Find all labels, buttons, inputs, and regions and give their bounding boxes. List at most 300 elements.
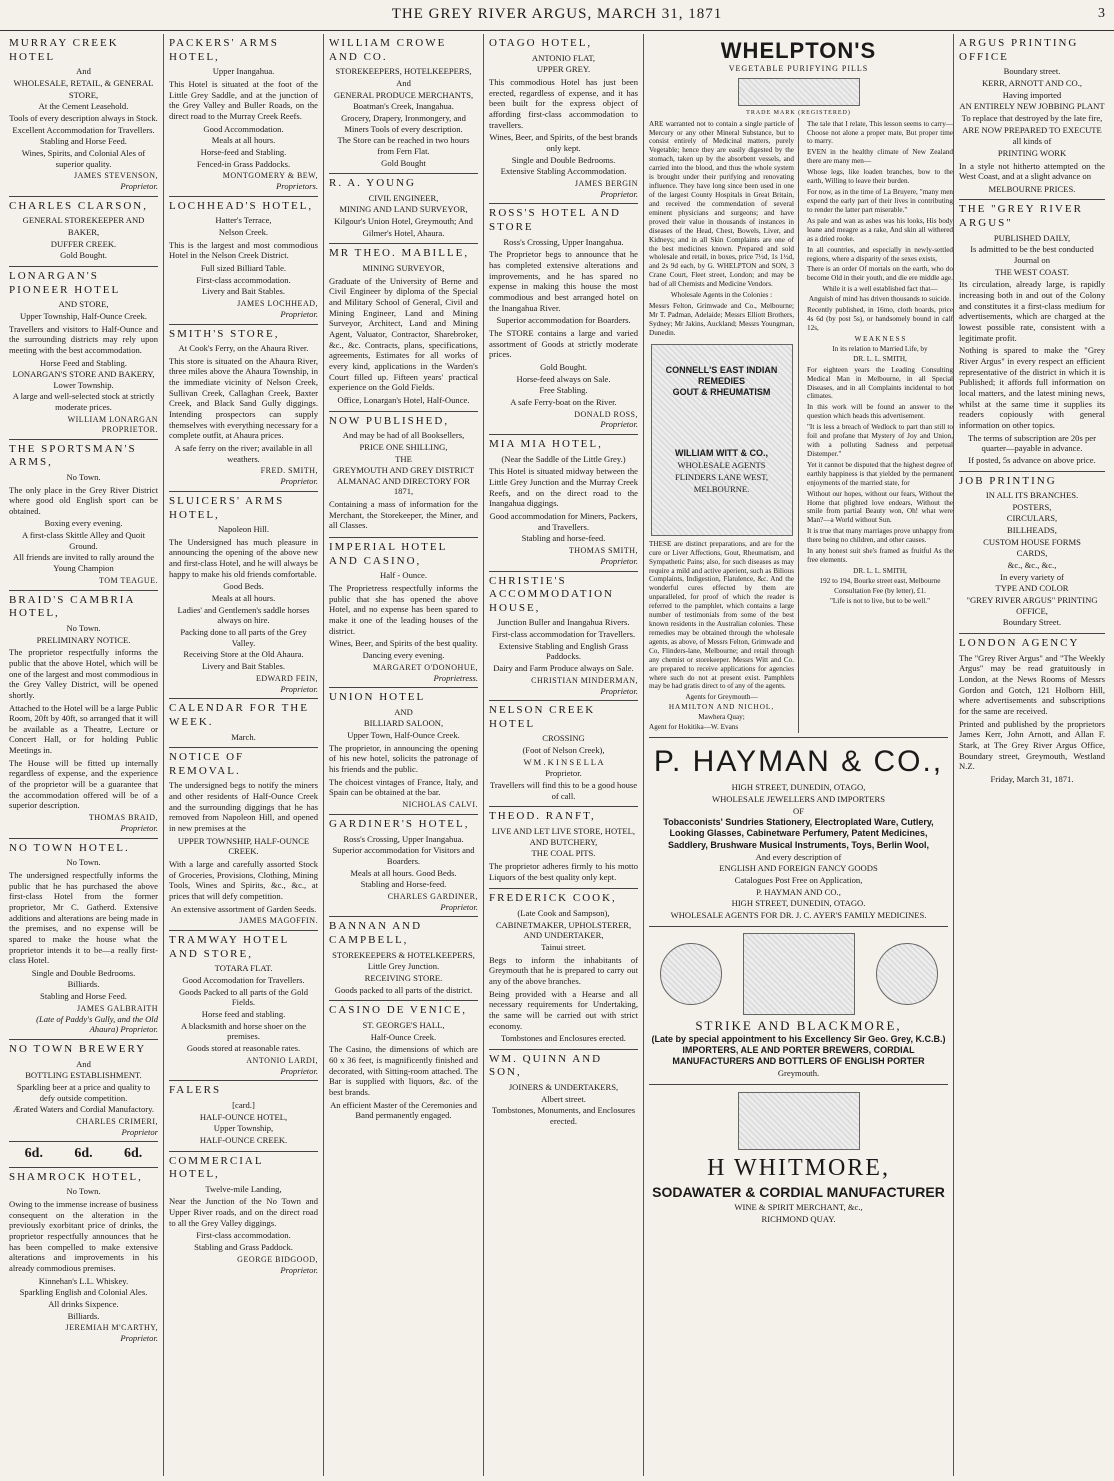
ad-line: The proprietor adheres firmly to his motto Liquors of the best quality only kept. [489, 861, 638, 882]
connell-agents: Agents for Greymouth— [685, 693, 758, 702]
ad-line: And [76, 66, 91, 77]
ad-line: Boundary street. [1003, 66, 1061, 77]
ad-line: Upper Township, [213, 1123, 274, 1134]
ad-line: ANTONIO FLAT, [531, 52, 596, 63]
ad-title: MURRAY CREEK HOTEL [9, 37, 119, 63]
ad-line: &c., &c., &c., [1007, 560, 1057, 571]
brewery-machine-image [743, 933, 855, 1015]
ad-line: CROSSING [542, 733, 585, 744]
ad-signature-sub: Proprietor. [120, 1333, 158, 1344]
col1-ad-7 [9, 1142, 158, 1167]
ad-line: Goods packed to all parts of the district. [334, 984, 473, 995]
ad-line: Livery and Bait Stables. [201, 661, 286, 672]
masthead [0, 6, 1114, 31]
ad-line: BAKER, [67, 227, 100, 237]
ad-line: The only place in the Grey River District where good old English sport can be obtained. [9, 484, 158, 516]
ad-line: The Proprietor begs to announce that he has completed extensive alterations and improvements, and he has spared no expense in making this house the most commodious and best arranged hotel on the Inangahua River. [489, 249, 638, 313]
ad-title: CHARLES CLARSON, [9, 199, 148, 212]
whelpton-trademark: TRADE MARK (REGISTERED) [746, 110, 851, 117]
connell-body: THESE are distinct preparations, and are for the cure or Liver Affections, Gout, Rheumatism, and Sympathetic Pains; also, for such diseases as may require a mild and active aperient, such as Bilious Complaints, Indigestion, Flatulence, &c. And the wonderful cures effected by them are unparalleled, for proof of which the reader is referred to the pamphlet, which contains a large number of testimonials from some of the best known residents in the Australian colonies. These remedies may be obtained through the wholesale agents, as above, of Messrs Felton, Grimwade and Co, Flinders-lane, Melbourne; and retail through any chemist or storekeeper. Messrs Witt and Co. are prepared to receive applications for agencies where such do not at present exist. Pamphlets may be had gratis direct to of any of the agents. [649, 539, 794, 691]
ad-signature-sub: Proprietor. [280, 308, 318, 319]
ad-line: Having imported [1002, 89, 1062, 100]
connell-melbourne: MELBOURNE. [693, 483, 750, 494]
ad-line: Receiving Store at the Old Ahaura. [183, 649, 304, 660]
col2-ad-0 [169, 34, 318, 197]
ad-title: JOB PRINTING [959, 474, 1057, 487]
ad-title: THE SPORTSMAN'S ARMS, [9, 442, 137, 469]
ad-line: And [76, 1058, 91, 1069]
hayman-ad [649, 738, 948, 927]
ad-signature-sub: Proprietor. [440, 901, 478, 912]
ad-line: Superior accommodation for Visitors and Boarders. [332, 845, 475, 866]
connell-title: CONNELL'S EAST INDIAN REMEDIES [665, 364, 778, 386]
ad-line: Fenced-in Grass Paddocks. [196, 158, 291, 169]
medal-left-image [660, 943, 722, 1005]
ad-line: The Undersigned has much pleasure in announcing the opening of the above new and first-class Hotel, and he will always be happy to make his old friends comfortable. [169, 536, 318, 579]
ad-line: Tombstones and Enclosures erected. [501, 1033, 626, 1044]
ad-line: Hatter's Terrace, [215, 215, 272, 226]
weakness-line: There is an order Of mortals on the earth, who do become Old in their youth, and die ere middle age. [807, 265, 953, 283]
ad-line: MINING AND LAND SURVEYOR, [339, 204, 468, 215]
ad-line: An efficient Master of the Ceremonies and Band permanently engaged. [330, 1099, 477, 1121]
ad-line: Containing a mass of information for the Merchant, the Storekeeper, the Miner, and all Classes. [329, 499, 478, 531]
ad-line: BILLHEADS, [1007, 525, 1057, 536]
medals-row [649, 930, 948, 1018]
price-1: 6d. [74, 1146, 93, 1162]
ad-line: Half-Ounce Creek. [370, 1031, 437, 1042]
ad-line: This store is situated on the Ahaura River, three miles above the Ahaura Township, in the immediate vicinity of Nelson Creek, Sullivan Creek, Callaghan Creek, Baxter Creek, and Black Sand Gully diggings. Intending prospectors can supply themselves with everything necessary for a complete outfit, at Ahaura prices. [169, 355, 318, 441]
ad-line: Packing done to all parts of the Grey Valley. [180, 627, 307, 648]
col4-ad-3 [489, 572, 638, 702]
ad-signature: DONALD ROSS, [574, 409, 638, 419]
ad-line: At Cook's Ferry, on the Ahaura River. [178, 343, 309, 354]
weakness-ad [807, 118, 954, 733]
ad-title: COMMERCIAL HOTEL, [169, 1154, 264, 1181]
ad-signature-sub: Proprietors. [276, 181, 318, 192]
ad-line: RECEIVING STORE. [364, 972, 443, 983]
ad-line: The Proprietress respectfully informs the public that she has opened the above Hotel, and no expense has been spared to make it one of the leading houses of the district. [329, 583, 478, 636]
ad-line: In every variety of [1000, 571, 1064, 582]
ad-signature: THOMAS BRAID, [88, 813, 158, 823]
whelpton-title: WHELPTON'S [720, 38, 877, 63]
ad-line: Grocery, Drapery, Ironmongery, and Miners Tools of every description. [341, 112, 466, 134]
medal-right-image [876, 943, 938, 1005]
ad-line: UPPER GREY. [536, 64, 591, 75]
ad-line: Meals at all hours. [211, 593, 276, 604]
ad-line: At the Cement Leasehold. [38, 101, 129, 112]
ad-line: Ross's Crossing, Upper Inangahua. [503, 236, 624, 247]
col3-ad-6 [329, 815, 478, 917]
ad-line: Begs to inform the inhabitants of Greymouth that he is prepared to carry out any of the above branches. [489, 954, 638, 986]
ad-line: Proprietor. [545, 768, 582, 779]
ad-line: Single and Double Bedrooms. [511, 154, 616, 165]
col4-ad-4 [489, 701, 638, 807]
ad-line: The proprietor, in announcing the opening of his new hotel, solicits the patronage of his friends and the public. [329, 742, 478, 775]
col2-ad-6 [169, 931, 318, 1081]
ad-line: Half - Ounce. [379, 570, 427, 581]
col2-ad-7 [169, 1081, 318, 1151]
ad-signature: JAMES GALBRAITH [76, 1003, 158, 1013]
ad-line: Gold Bought. [540, 361, 587, 372]
ad-line: Billiards. [67, 1310, 100, 1321]
hayman-line: HIGH STREET, DUNEDIN, OTAGO, [731, 782, 866, 793]
col4-ad-2 [489, 435, 638, 571]
ad-line: Tainui street. [541, 941, 586, 952]
ad-line: No Town. [66, 471, 101, 482]
ad-line: Wines, Beer, and Spirits, of the best brands only kept. [489, 132, 638, 153]
ad-line: STORE, [68, 89, 99, 100]
ad-line: Horse-feed always on Sale. [516, 373, 611, 384]
col3-ad-1 [329, 174, 478, 244]
ad-line: Ærated Waters and Cordial Manufactory. [12, 1104, 155, 1115]
ad-line: Stabling and Grass Paddock. [194, 1242, 293, 1253]
ad-signature-sub: Proprietor [121, 1126, 158, 1137]
ad-line: Being provided with a Hearse and all necessary requirements for Undertaking, the same will be carried out with strict economy. [489, 988, 638, 1031]
hayman-line: P. HAYMAN AND CO., [756, 886, 841, 897]
ad-title: ROSS'S HOTEL AND STORE [489, 207, 621, 234]
ad-line: Gold Bought. [60, 250, 107, 261]
ad-line: ARE NOW PREPARED TO EXECUTE [962, 124, 1102, 135]
ad-title: FALERS [169, 1084, 222, 1097]
ad-title: BANNAN AND CAMPBELL, [329, 920, 423, 947]
ad-line: Stabling and Horse Feed. [40, 991, 127, 1002]
col1-ad-2 [9, 267, 158, 440]
ad-line: Billiards. [67, 979, 100, 990]
hayman-line: ENGLISH AND FOREIGN FANCY GOODS [719, 863, 878, 874]
ad-line: KERR, ARNOTT AND CO., [981, 77, 1083, 88]
ad-signature: JAMES STEVENSON, [73, 171, 158, 181]
ad-line: The undersigned begs to notify the miners and other residents of Half-Ounce Creek and the surrounding diggings that he has removed from Napoleon Hill, and opened in new premises at the [169, 780, 318, 834]
whitmore-line: RICHMOND QUAY. [761, 1213, 836, 1224]
ad-line: (Near the Saddle of the Little Grey.) [501, 453, 626, 464]
ad-line: Office, Lonargan's Hotel, Half-Ounce. [337, 394, 470, 405]
ad-line: March. [231, 731, 256, 742]
col2-ad-1 [169, 197, 318, 325]
whitmore-ad [649, 1085, 948, 1229]
strike-blackmore-ad [649, 927, 948, 1085]
weakness-line: In all countries, and especially in newly-settled regions, where a disparity of the sexes exists, [807, 245, 953, 263]
ad-line: Napoleon Hill. [217, 524, 270, 535]
col1-ad-0 [9, 34, 158, 197]
ad-line: A large and well-selected stock at strictly moderate prices. [12, 391, 155, 413]
weakness-line: Whose legs, like loaden branches, bow to the earth, Willing to leave their burden. [807, 168, 953, 186]
ad-line: Gold Bought [381, 157, 426, 168]
ad-line: (Late Cook and Sampson), [517, 907, 610, 918]
ad-line: A blacksmith and horse shoer on the premises. [180, 1020, 307, 1042]
ad-line: PRINTING WORK [997, 147, 1067, 158]
ad-title: PACKERS' ARMS HOTEL, [169, 37, 279, 63]
ad-line: Horse Feed and Stabling. [40, 357, 127, 368]
ad-title: SHAMROCK HOTEL, [9, 1170, 143, 1183]
ad-line: Near the Junction of the No Town and Upper River roads, and on the direct road to all the Grey Valley diggings. [169, 1196, 318, 1228]
hayman-line: Tobacconists' Sundries Stationery, Electroplated Ware, Cutlery, Looking Glasses, Cabinetware Perfumery, Patent Medicines, Saddlery, Brushware Musical Instruments, Toys, Berlin Wool, [663, 817, 934, 850]
col1-ad-4 [9, 591, 158, 839]
connell-flinders: FLINDERS LANE WEST, [674, 472, 769, 483]
weakness-line: Consultation Fee (by letter), £1. [834, 586, 926, 595]
ad-line: Good Accommodation. [203, 123, 284, 134]
price-2: 6d. [123, 1146, 143, 1162]
ad-title: IMPERIAL HOTEL AND CASINO, [329, 541, 447, 567]
ad-line: No Town. [66, 1186, 101, 1197]
strike-title: STRIKE AND BLACKMORE, [695, 1017, 902, 1033]
whelpton-subcolumns [649, 118, 953, 733]
ad-line: Good accommodation for Miners, Packers, and Travellers. [489, 510, 638, 532]
connell-agents3: Mawhera Quay; [698, 713, 745, 722]
ad-line: LIVE AND LET LIVE STORE, HOTEL, AND BUTCHERY, [491, 826, 636, 847]
lion-engraving-image [738, 78, 860, 106]
ad-line: The STORE contains a large and varied assortment of Goods at strictly moderate prices. [489, 327, 638, 360]
ad-signature: GEORGE BIDGOOD, [237, 1254, 318, 1264]
ad-line: First-class accommodation. [196, 274, 291, 285]
ad-signature: EDWARD FEIN, [256, 673, 318, 683]
col1-ad-8 [9, 1168, 158, 1348]
ad-line: Its circulation, already large, is rapidly increasing both in and out of the Colony and constitutes it a first-class medium for advertisements, which are charged at the lowest possible rate, consistent with a legitimate profit. [959, 279, 1105, 343]
col3-ad-3 [329, 412, 478, 539]
ad-line: PUBLISHED DAILY, [993, 232, 1071, 243]
weakness-line: For eighteen years the Leading Consulting Medical Man in Melbourne, in all Special Diseases, and in all Complaints incidental to hot climates. [807, 365, 953, 401]
ad-line: The proprietor respectfully informs the public that the above Hotel, which will be one of the largest and most commodious in the Grey Valley District, will be opened shortly. [9, 647, 158, 700]
weakness-line: Without our hopes, without our fears, Without the Home that plighted love endears, Without the smile from partial Beauty won, Oh! what were Man?—a World without Sun. [807, 489, 953, 525]
ad-line: CARDS, [1016, 548, 1048, 559]
weakness-line: Anguish of mind has driven thousands to suicide. [808, 295, 952, 304]
connell-witt: WILLIAM WITT & CO., [675, 448, 768, 459]
ad-line: CIRCULARS, [1006, 513, 1058, 524]
ad-line: AND [394, 706, 413, 717]
weakness-line: DR. L. L. SMITH, [853, 567, 907, 576]
ad-line: All friends are invited to rally around the Young Champion [12, 552, 155, 574]
hayman-line: OF [793, 805, 804, 816]
ad-line: MINING SURVEYOR, [362, 263, 445, 274]
ad-line: And may be had of all Booksellers, [342, 430, 465, 441]
ad-signature: WILLIAM LONARGAN PROPRIETOR. [67, 414, 158, 434]
ad-line: Travellers and visitors to Half-Ounce and the surrounding districts may rely upon meeting with the best accommodation. [9, 323, 158, 355]
whitmore-title: H WHITMORE, [707, 1154, 890, 1181]
page-number: 3 [1098, 6, 1106, 21]
ad-line: Ross's Crossing, Upper Inangahua. [343, 833, 464, 844]
ad-line: Free Stabling. [539, 385, 588, 396]
col1-ad-6 [9, 1040, 158, 1142]
ad-signature: FRED. SMITH, [260, 466, 318, 476]
hayman-line: Catalogues Post Free on Application, [734, 875, 863, 886]
ad-title: THE "GREY RIVER ARGUS" [959, 203, 1083, 230]
ad-line: Twelve-mile Landing, [205, 1183, 282, 1194]
ad-line: Boatman's Creek, Inangahua. [353, 101, 454, 112]
ad-title: FREDERICK COOK, [489, 892, 617, 905]
connell-agents2: HAMILTON AND NICHOL, [668, 703, 775, 712]
ad-line: Upper Town, Half-Ounce Creek. [347, 730, 460, 741]
ad-signature-sub: Proprietor. [280, 1264, 318, 1275]
ad-line: THE WEST COAST. [995, 266, 1069, 277]
ad-line: Kinnehan's L.L. Whiskey. [38, 1275, 129, 1286]
ad-line: DUFFER CREEK. [50, 238, 117, 249]
ad-line: WHOLESALE, RETAIL, & GENERAL [13, 77, 154, 88]
ad-line: Extensive Stabling Accommodation. [500, 166, 627, 177]
col4-ad-5 [489, 807, 638, 889]
ad-title: NELSON CREEK HOTEL [489, 704, 596, 730]
ad-line: Sparkling English and Colonial Ales. [19, 1287, 148, 1298]
ad-title: LOCHHEAD'S HOTEL, [169, 199, 314, 212]
ad-signature-sub: Proprietor. [600, 419, 638, 430]
ad-title: R. A. YOUNG [329, 177, 416, 190]
ad-line: The choicest vintages of France, Italy, and Spain can be obtained at the bar. [329, 776, 478, 798]
ad-line: Horse-feed and Stabling. [200, 146, 287, 157]
ad-line: Tombstones, Monuments, and Enclosures erected. [491, 1105, 636, 1127]
ad-line: The Store can be reached in two hours from Fern Flat. [337, 135, 470, 156]
weakness-line: As pale and wan as ashes was his looks, His body leane and meagre as a rake, And skin all withered as a dried rooke. [807, 216, 953, 243]
ad-line: Dancing every evening. [362, 649, 445, 660]
ad-line: CABINETMAKER, UPHOLSTERER, AND UNDERTAKER, [495, 919, 632, 941]
weakness-line: Recently published, in 16mo, cloth boards, price 4s 6d (by post 5s), or handsomely bound in calf 12s, [807, 306, 953, 332]
weakness-line: Yet it cannot be disputed that the highest degree of earthly happiness is that yielded by the permanent enjoyments of the married state, for [807, 460, 953, 487]
ad-title: MIA MIA HOTEL, [489, 438, 603, 451]
ad-line: GENERAL STOREKEEPER AND [22, 215, 145, 226]
ad-line: Boundary Street. [1002, 617, 1062, 628]
column-2 [164, 34, 324, 1476]
column-6 [954, 34, 1110, 1476]
ad-line: An extensive assortment of Garden Seeds. [170, 903, 317, 914]
ad-title: BRAID'S CAMBRIA HOTEL, [9, 593, 135, 620]
whelpton-left [649, 118, 799, 733]
ad-line: This Hotel is situated midway between the Little Grey Junction and the Murray Creek Reefs, and on the direct road to the Inangahua diggings. [489, 466, 638, 509]
ad-line: This Hotel is situated at the foot of the Little Grey Saddle, and at the junction of the Grey Valley and Buller Roads, on the direct road to the Murray Creek Reefs. [169, 78, 318, 121]
ad-line: [card.] [232, 1099, 255, 1110]
ad-line: No Town. [66, 857, 101, 868]
ad-line: This is the largest and most commodious Hotel in the Nelson Creek District. [169, 239, 318, 261]
ad-line: STOREKEEPERS & HOTELKEEPERS, [332, 949, 475, 960]
weakness-line: "It is less a breach of Wedlock to part than still to foil and profane that Mystery of Joy and Union, with a polluting Sadness and perpetual Distemper." [807, 423, 953, 458]
ad-line: All drinks Sixpence. [48, 1299, 119, 1310]
ad-title: CHRISTIE'S ACCOMMODATION HOUSE, [489, 574, 615, 614]
ad-signature-sub: Proprietor. [600, 188, 638, 199]
col4-ad-6 [489, 889, 638, 1050]
ad-signature-sub: Proprietor. [120, 181, 158, 192]
col6-ad-0 [959, 34, 1105, 200]
ad-title: NO TOWN HOTEL. [9, 841, 130, 854]
col2-ad-5 [169, 748, 318, 931]
ad-signature: MONTGOMERY & BEW, [222, 171, 318, 181]
ad-line: AN ENTIRELY NEW JOBBING PLANT [959, 101, 1105, 112]
ad-signature: JAMES BERGIN [574, 178, 638, 188]
ad-signature: ANTONIO LARDI, [246, 1055, 318, 1065]
ad-line: Graduate of the University of Berne and Civil Engineer by diploma of the Special and Military School of General, Civil and Mining Engineer, Land and Mining Surveyor, Architect, Land and Mining Agent, Valuator, Contractor, Sharebroker, &c., &c. Contracts, plans, specifications, agreements, Estimates for all works of every kind, applications in the Warden's Court filled up. Fifteen years' practical experience on the Gold Fields. [329, 275, 478, 393]
ad-title: UNION HOTEL [329, 691, 426, 704]
ad-line: Boxing every evening. [44, 518, 123, 529]
whelpton-agents-title: Wholesale Agents in the Colonies : [670, 291, 773, 300]
strike-line: Greymouth. [777, 1068, 820, 1079]
ad-line: Superior accommodation for Boarders. [496, 315, 631, 326]
ad-line: Gilmer's Hotel, Ahaura. [362, 227, 445, 238]
column-3 [324, 34, 484, 1476]
ad-line: IN ALL ITS BRANCHES. [985, 490, 1079, 501]
ad-line: Is admitted to be the best conducted Journal on [970, 244, 1094, 266]
col6-ad-1 [959, 200, 1105, 471]
ad-line: TOTARA FLAT. [214, 963, 273, 974]
ad-line: PRICE ONE SHILLING, [359, 441, 448, 452]
ad-title: NOTICE OF REMOVAL. [169, 751, 245, 777]
ad-line: Excellent Accommodation for Travellers. [12, 124, 155, 135]
ad-line: Attached to the Hotel will be a large Public Room, 20ft by 40ft, so arranged that it will be available as a Theatre, Lecture or Concert Hall, or for holding Public Meetings in. [9, 702, 158, 756]
ad-title: NOW PUBLISHED, [329, 414, 450, 427]
ad-line: Upper Township, Half-Ounce Creek. [20, 310, 147, 321]
ad-line: Upper Inangahua. [212, 66, 275, 77]
ad-line: BILLIARD SALOON, [363, 718, 444, 729]
col3-ad-0 [329, 34, 478, 174]
ad-line: And [396, 77, 411, 88]
col3-ad-7 [329, 917, 478, 1001]
ad-title: WILLIAM CROWE AND CO. [329, 37, 447, 63]
connell-wholesale: WHOLESALE AGENTS [677, 460, 766, 471]
ad-line: BOTTLING ESTABLISHMENT. [25, 1070, 142, 1081]
ad-signature: JAMES LOCHHEAD, [237, 298, 318, 308]
weakness-line: While it is a well established fact that— [822, 285, 938, 294]
weakness-line: "Life is not to live, but to be well." [829, 596, 931, 605]
ad-line: Nelson Creek. [218, 227, 269, 237]
ad-line: Meals at all hours. Good Beds. [350, 867, 457, 878]
ad-line: HALF-OUNCE CREEK. [199, 1134, 288, 1145]
ad-signature: NICHOLAS CALVI. [402, 800, 478, 810]
connell-gout: GOUT & RHEUMATISM [672, 387, 771, 398]
column-4 [484, 34, 644, 1476]
ad-line: LONARGAN'S STORE AND BAKERY, Lower Township. [12, 369, 155, 390]
col6-ad-2 [959, 472, 1105, 635]
weakness-line: It is true that many marriages prove unhappy from there being no children, and other causes. [807, 527, 953, 545]
ad-line: Nothing is spared to make the "Grey River Argus" in every respect an efficient representative of the district in which it is Published; it affords full information on local matters, and the latest mining news, whilst at the same time it supplies its readers copiously with general information on other topics. [959, 345, 1105, 430]
ad-line: Good Accomodation for Travellers. [182, 975, 305, 986]
ad-line: The Casino, the dimensions of which are 60 x 36 feet, is magnificently finished and decorated, with Sitting-room attached. The Bar is supplied with liquors, &c. of the best brands. [329, 1044, 478, 1097]
ad-line: GREYMOUTH AND GREY DISTRICT ALMANAC AND DIRECTORY FOR 1871, [332, 465, 475, 497]
weakness-line: In its relation to Married Life, by [832, 344, 928, 353]
hayman-line: And every description of [755, 851, 842, 862]
ad-title: WM. QUINN AND SON, [489, 1052, 603, 1079]
ad-line: If posted, 5s advance on above price. [968, 454, 1096, 465]
col1-ad-5 [9, 839, 158, 1040]
strike-line: IMPORTERS, ALE AND PORTER BREWERS, CORDIAL MANUFACTURERS AND BOTTLERS OF ENGLISH PORTER [672, 1044, 925, 1067]
ad-line: CIVIL ENGINEER, [368, 192, 439, 203]
whitmore-line: WINE & SPIRIT MERCHANT, &c., [734, 1202, 863, 1212]
ad-signature: CHARLES GARDINER, [387, 891, 478, 901]
ad-line: JOINERS & UNDERTAKERS, [508, 1082, 619, 1093]
col3-ad-2 [329, 244, 478, 411]
ad-line: The terms of subscription are 20s per quarter—payable in advance. [968, 432, 1096, 454]
ad-line: To replace that destroyed by the late fire, [961, 112, 1103, 123]
col1-ad-1 [9, 197, 158, 267]
ad-signature-sub: Proprietor. [600, 555, 638, 566]
ad-line: Horse feed and stabling. [201, 1009, 286, 1020]
ad-signature: CHARLES CRIMERI, [76, 1116, 158, 1126]
ad-line: Wines, Beer, and Spirits of the best quality. [329, 638, 478, 649]
strike-line: (Late by special appointment to his Excellency Sir Geo. Grey, K.C.B.) [651, 1033, 946, 1044]
ad-line: GENERAL PRODUCE MERCHANTS, [333, 89, 474, 100]
ad-title: GARDINER'S HOTEL, [329, 817, 470, 830]
ad-line: Goods Packed to all parts of the Gold Fields. [178, 986, 309, 1008]
col2-ad-8 [169, 1152, 318, 1280]
ad-line: Good Beds. [223, 581, 264, 592]
ad-line: Extensive Stabling and English Grass Paddocks. [498, 640, 629, 662]
ad-signature-sub: Proprietress. [433, 672, 478, 683]
ad-line: (Foot of Nelson Creek), [522, 745, 605, 756]
ad-title: MR THEO. MABILLE, [329, 247, 470, 260]
col2-ad-4 [169, 699, 318, 748]
ad-line: ST. GEORGE'S HALL, [362, 1019, 445, 1030]
newspaper-columns [4, 34, 1110, 1476]
ad-title: CALENDAR FOR THE WEEK. [169, 702, 309, 728]
ad-line: The "Grey River Argus" and "The Weekly Argus" may be read gratuitously in London, at the News Rooms of Messrs Gordon and Gotch, 121 Holborn Hill, where advertisements and subscriptions for the same are received. [959, 652, 1105, 716]
ad-line: Dairy and Farm Produce always on Sale. [493, 663, 634, 673]
ad-signature: CHRISTIAN MINDERMAN, [531, 675, 638, 685]
ad-title: SMITH'S STORE, [169, 327, 280, 340]
ad-line: HALF-OUNCE HOTEL, [199, 1111, 288, 1122]
ad-line: The House will be fitted up internally regardless of expense, and the experience of the proprietor will be a guarantee that the accommodation offered will be of a superior description. [9, 757, 158, 811]
